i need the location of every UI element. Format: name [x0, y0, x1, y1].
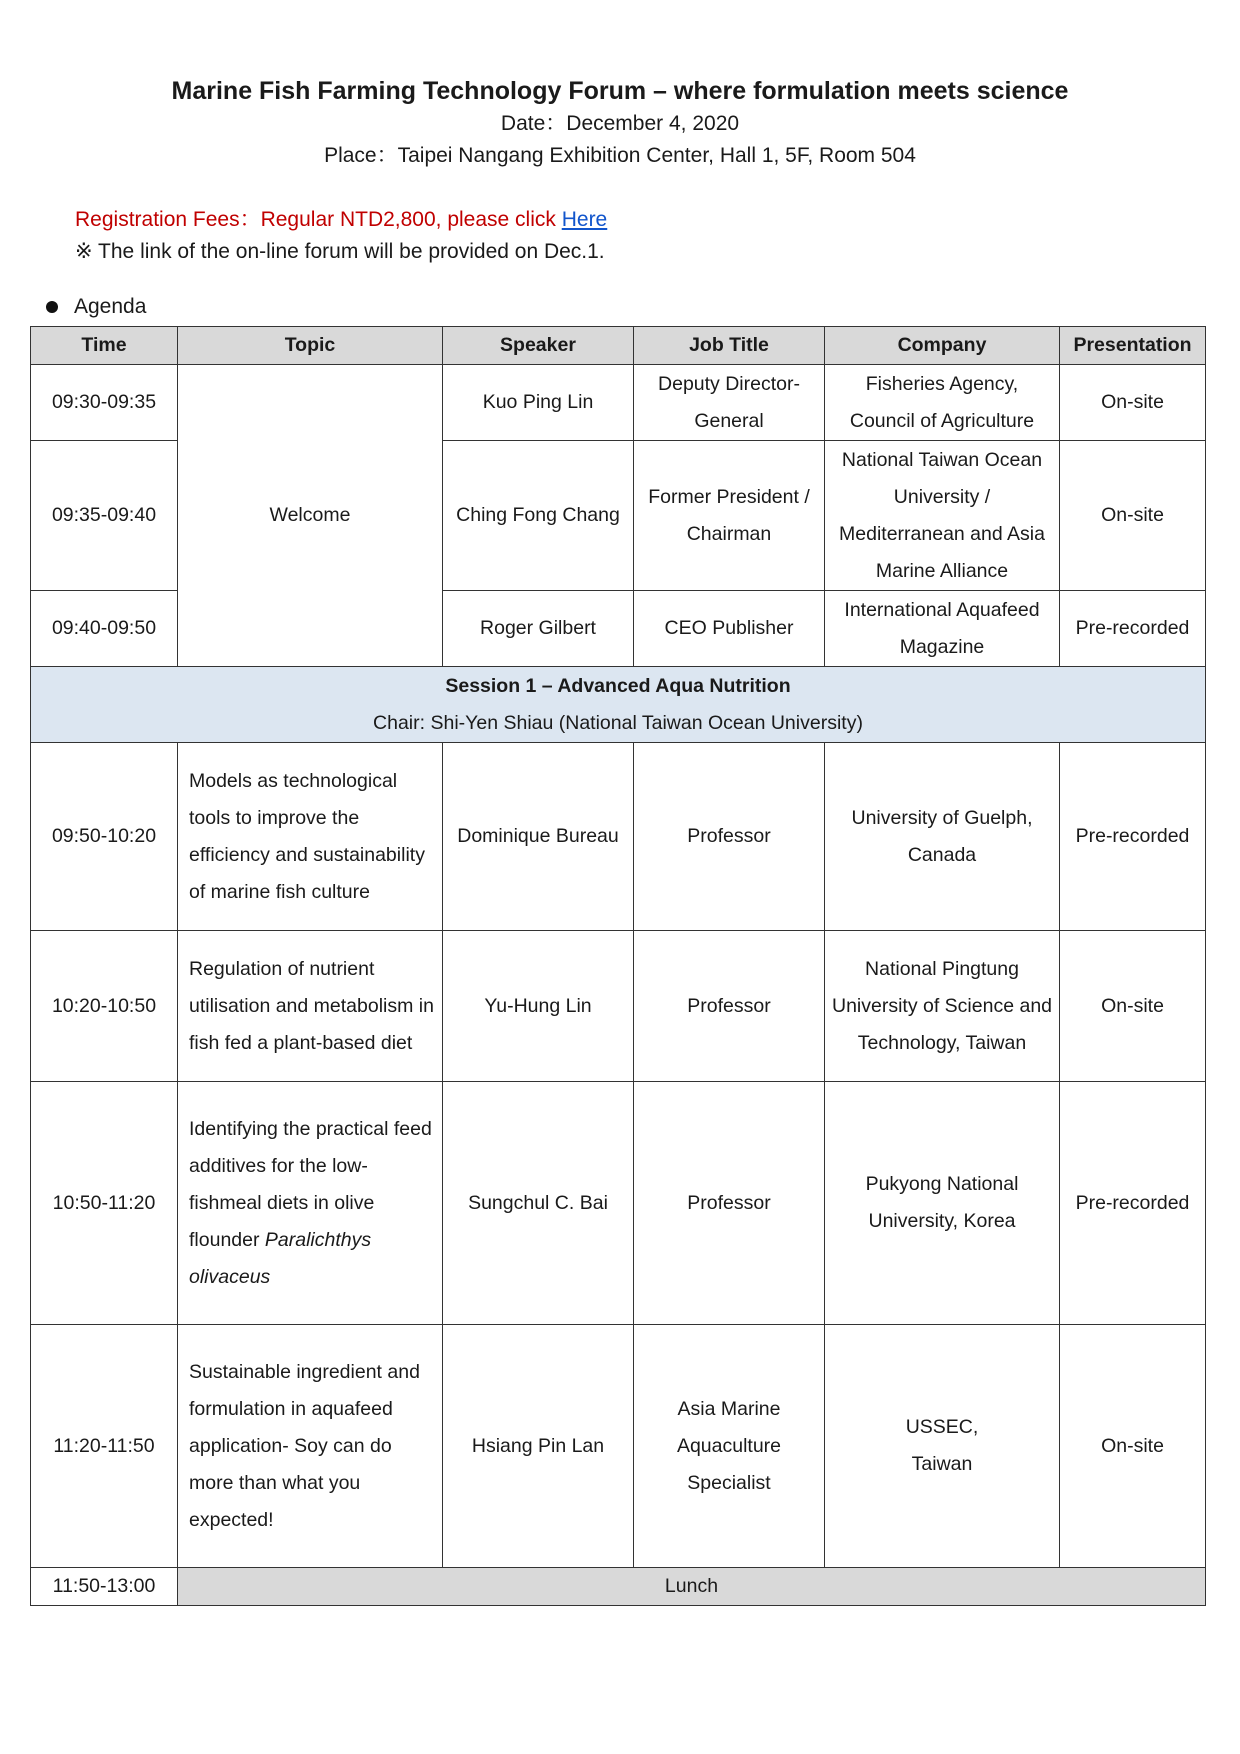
session-chair: Chair: Shi-Yen Shiau (National Taiwan Ocean University)	[373, 711, 863, 734]
online-forum-note: ※ The link of the on-line forum will be provided on Dec.1.	[75, 240, 605, 263]
session-title: Session 1 – Advanced Aqua Nutrition	[445, 674, 791, 697]
speaker-cell: Ching Fong Chang	[443, 441, 634, 591]
presentation-cell: On-site	[1060, 1325, 1206, 1568]
time-cell: 09:50-10:20	[31, 743, 178, 931]
speaker-cell: Kuo Ping Lin	[443, 365, 634, 441]
presentation-cell: On-site	[1060, 365, 1206, 441]
time-cell: 09:35-09:40	[31, 441, 178, 591]
job-title-cell: Former President / Chairman	[634, 441, 825, 591]
company-cell: National Taiwan Ocean University / Mediterranean and Asia Marine Alliance	[825, 441, 1060, 591]
event-date: Date：December 4, 2020	[500, 112, 740, 135]
job-title-cell: Asia Marine Aquaculture Specialist	[634, 1325, 825, 1568]
document-header	[0, 74, 1240, 172]
topic-cell	[178, 1082, 443, 1325]
job-title-cell: Professor	[634, 743, 825, 931]
company-cell: Pukyong National University, Korea	[825, 1082, 1060, 1325]
time-cell: 09:30-09:35	[31, 365, 178, 441]
time-cell: 10:20-10:50	[31, 931, 178, 1082]
topic-text: Identifying the practical feed additives for the low-fishmeal diets in olive flounder	[189, 1117, 432, 1251]
presentation-cell: Pre-recorded	[1060, 591, 1206, 667]
speaker-cell: Sungchul C. Bai	[443, 1082, 634, 1325]
agenda-table	[30, 326, 1206, 1606]
table-row	[31, 1082, 1206, 1325]
company-line: Taiwan	[911, 1453, 973, 1475]
header-topic: Topic	[178, 327, 443, 365]
company-cell: University of Guelph, Canada	[825, 743, 1060, 931]
time-cell: 11:20-11:50	[31, 1325, 178, 1568]
event-place: Place：Taipei Nangang Exhibition Center, Hall 1, 5F, Room 504	[324, 144, 916, 167]
presentation-cell: On-site	[1060, 441, 1206, 591]
company-cell	[825, 1325, 1060, 1568]
registration-link[interactable]: Here	[561, 208, 608, 231]
company-cell: National Pingtung University of Science and Technology, Taiwan	[825, 931, 1060, 1082]
time-cell: 10:50-11:20	[31, 1082, 178, 1325]
registration-notice	[75, 204, 607, 268]
job-title-cell: Deputy Director-General	[634, 365, 825, 441]
table-row	[31, 365, 1206, 441]
lunch-cell: Lunch	[178, 1568, 1206, 1606]
registration-fees-text: Registration Fees：Regular NTD2,800, please click	[75, 208, 562, 231]
session-cell	[31, 667, 1206, 743]
header-presentation: Presentation	[1060, 327, 1206, 365]
speaker-cell: Hsiang Pin Lan	[443, 1325, 634, 1568]
job-title-cell: Professor	[634, 931, 825, 1082]
lunch-row	[31, 1568, 1206, 1606]
company-line: USSEC,	[905, 1416, 979, 1438]
header-time: Time	[31, 327, 178, 365]
company-cell: International Aquafeed Magazine	[825, 591, 1060, 667]
speaker-cell: Roger Gilbert	[443, 591, 634, 667]
header-job-title: Job Title	[634, 327, 825, 365]
time-cell: 09:40-09:50	[31, 591, 178, 667]
presentation-cell: On-site	[1060, 931, 1206, 1082]
company-cell: Fisheries Agency, Council of Agriculture	[825, 365, 1060, 441]
table-header-row	[31, 327, 1206, 365]
presentation-cell: Pre-recorded	[1060, 743, 1206, 931]
job-title-cell: Professor	[634, 1082, 825, 1325]
header-speaker: Speaker	[443, 327, 634, 365]
topic-cell: Sustainable ingredient and formulation in aquafeed application- Soy can do more than what you expected!	[178, 1325, 443, 1568]
speaker-cell: Yu-Hung Lin	[443, 931, 634, 1082]
welcome-topic-cell: Welcome	[178, 365, 443, 667]
page-title: Marine Fish Farming Technology Forum – where formulation meets science	[171, 77, 1069, 105]
species-name: Paralichthys olivaceus	[189, 1228, 372, 1288]
agenda-label: Agenda	[74, 295, 147, 318]
agenda-heading	[46, 292, 146, 322]
table-row	[31, 743, 1206, 931]
time-cell: 11:50-13:00	[31, 1568, 178, 1606]
topic-cell: Regulation of nutrient utilisation and metabolism in fish fed a plant-based diet	[178, 931, 443, 1082]
speaker-cell: Dominique Bureau	[443, 743, 634, 931]
topic-cell: Models as technological tools to improve the efficiency and sustainability of marine fish culture	[178, 743, 443, 931]
table-row	[31, 1325, 1206, 1568]
table-row	[31, 931, 1206, 1082]
presentation-cell: Pre-recorded	[1060, 1082, 1206, 1325]
session-row	[31, 667, 1206, 743]
header-company: Company	[825, 327, 1060, 365]
bullet-icon	[46, 301, 58, 313]
job-title-cell: CEO Publisher	[634, 591, 825, 667]
